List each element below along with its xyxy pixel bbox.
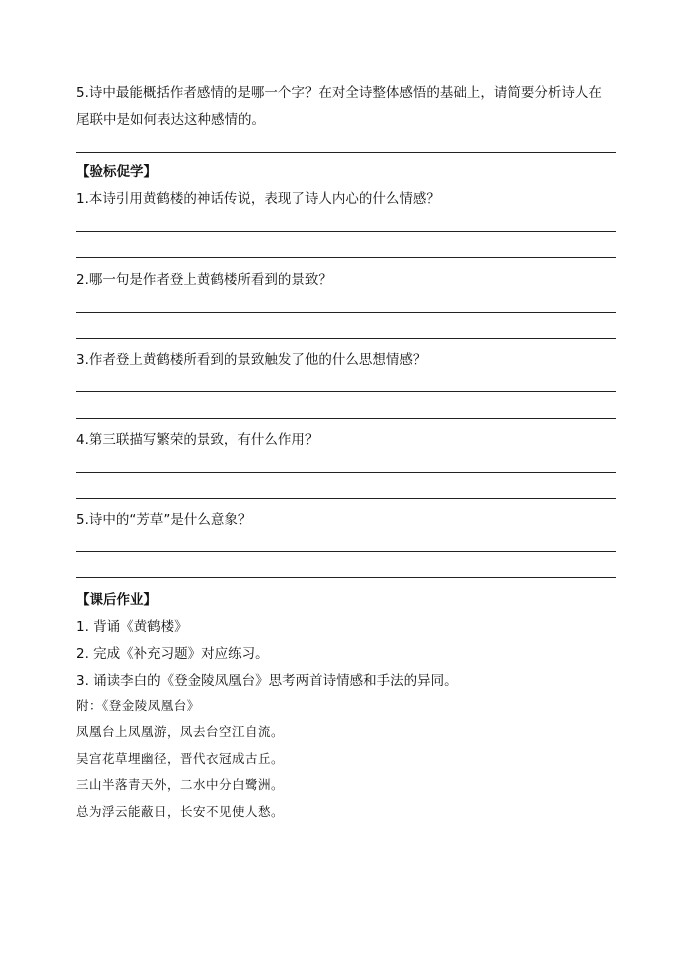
- section-heading-homework: 【课后作业】: [76, 592, 157, 608]
- answer-line: [76, 391, 616, 392]
- homework-item-1: 1. 背诵《黄鹤楼》: [76, 619, 188, 635]
- test-question-2: 2.哪一句是作者登上黄鹤楼所看到的景致？: [76, 272, 332, 288]
- answer-line: [76, 577, 616, 578]
- poem-line-1: 凤凰台上凤凰游，凤去台空江自流。: [76, 724, 285, 739]
- test-question-4: 4.第三联描写繁荣的景致，有什么作用？: [76, 432, 319, 448]
- answer-line: [76, 472, 616, 473]
- homework-item-2: 2. 完成《补充习题》对应练习。: [76, 646, 269, 662]
- test-question-5: 5.诗中的“芳草”是什么意象？: [76, 512, 252, 528]
- question-5-line-1: 5.诗中最能概括作者感情的是哪一个字？在对全诗整体感悟的基础上，请简要分析诗人在: [76, 85, 602, 101]
- answer-line: [76, 498, 616, 499]
- test-question-1: 1.本诗引用黄鹤楼的神话传说，表现了诗人内心的什么情感？: [76, 191, 440, 207]
- answer-line: [76, 418, 616, 419]
- answer-line: [76, 338, 616, 339]
- answer-line: [76, 231, 616, 232]
- section-heading-test: 【验标促学】: [76, 164, 157, 180]
- answer-line: [76, 551, 616, 552]
- answer-line: [76, 152, 616, 153]
- question-5-line-2: 尾联中是如何表达这种感情的。: [76, 112, 265, 128]
- poem-line-4: 总为浮云能蔽日，长安不见使人愁。: [76, 804, 285, 819]
- poem-line-2: 吴宫花草埋幽径，晋代衣冠成古丘。: [76, 751, 285, 766]
- answer-line: [76, 257, 616, 258]
- test-question-3: 3.作者登上黄鹤楼所看到的景致触发了他的什么思想情感？: [76, 352, 427, 368]
- homework-item-3: 3. 诵读李白的《登金陵凤凰台》思考两首诗情感和手法的异同。: [76, 673, 458, 689]
- poem-line-3: 三山半落青天外，二水中分白鹭洲。: [76, 777, 285, 792]
- appendix-label: 附：《登金陵凤凰台》: [76, 698, 200, 713]
- answer-line: [76, 312, 616, 313]
